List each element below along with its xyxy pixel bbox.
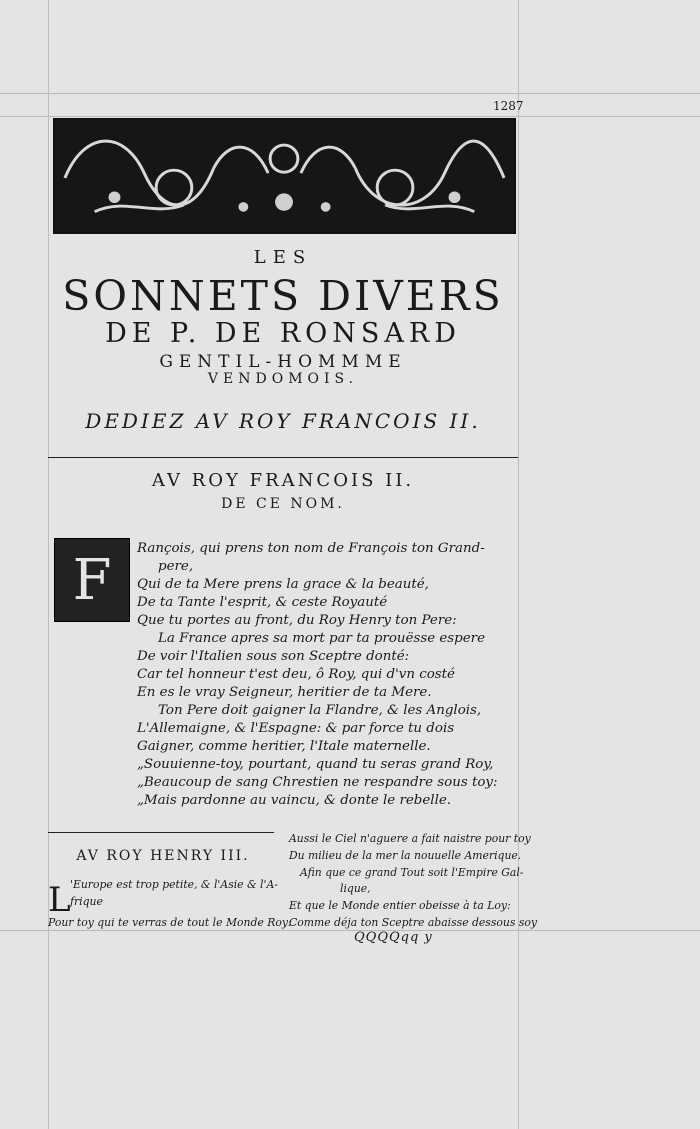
verse-line: Comme déja ton Sceptre abaisse dessous soy (289, 916, 537, 929)
poem2-heading: AV ROY HENRY III. (76, 848, 250, 864)
guide-line (0, 116, 700, 117)
poem1-subheading: DE CE NOM. (221, 496, 345, 512)
verse-line: La France apres sa mort par ta prouësse espere (158, 631, 485, 646)
verse-line: 'Europe est trop petite, & l'Asie & l'A- (70, 878, 278, 891)
verse-line: L'Allemaigne, & l'Espagne: & par force tu dois (137, 721, 455, 736)
verse-line: Et que le Monde entier obeisse à ta Loy: (289, 899, 511, 912)
verse-line: „Beaucoup de sang Chrestien ne respandre sous toy: (137, 775, 498, 790)
verse-line: „Souuienne-toy, pourtant, quand tu seras grand Roy, (137, 757, 494, 772)
verse-line: Du milieu de la mer la nouuelle Amerique. (289, 849, 522, 862)
verse-line: Car tel honneur t'est deu, ô Roy, qui d'vn costé (137, 667, 455, 682)
page-number: 1287 (493, 99, 524, 113)
title-vendomois: VENDOMOIS. (207, 371, 359, 387)
verse-line: Pour toy qui te verras de tout le Monde Roy: (48, 916, 292, 929)
verse-line: En es le vray Seigneur, heritier de ta Mere. (137, 685, 432, 700)
dedication-heading: DEDIEZ AV ROY FRANCOIS II. (85, 409, 481, 433)
section-divider (48, 832, 274, 833)
verse-line: De voir l'Italien sous son Sceptre donté: (137, 649, 410, 664)
verse-line: Aussi le Ciel n'aguere a fait naistre pour toy (289, 832, 531, 845)
signature-mark: QQQQqq y (354, 930, 433, 945)
title-les: LES (253, 247, 313, 268)
title-author: DE P. DE RONSARD (105, 318, 461, 349)
guide-line (518, 0, 519, 1129)
verse-line: frique (70, 895, 103, 908)
title-gentilhomme: GENTIL-HOMMME (159, 352, 407, 372)
guide-line (48, 0, 49, 1129)
verse-line: pere, (158, 559, 194, 574)
verse-line: Que tu portes au front, du Roy Henry ton Pere: (137, 613, 457, 628)
verse-line: Ton Pere doit gaigner la Flandre, & les Anglois, (158, 703, 482, 718)
verse-line: Qui de ta Mere prens la grace & la beauté, (137, 577, 429, 592)
title-sonnets-divers: SONNETS DIVERS (62, 272, 504, 320)
verse-line: Rançois, qui prens ton nom de François ton Grand- (137, 541, 485, 556)
section-divider (48, 457, 518, 458)
verse-line: De ta Tante l'esprit, & ceste Royauté (137, 595, 388, 610)
initial-letter: F (72, 548, 112, 613)
guide-line (0, 93, 700, 94)
woodcut-header-ornament (53, 118, 516, 234)
verse-line: lique, (340, 882, 371, 895)
ornamental-initial (54, 538, 130, 622)
poem1-heading: AV ROY FRANCOIS II. (151, 470, 415, 491)
verse-line: Afin que ce grand Tout soit l'Empire Gal- (300, 866, 524, 879)
verse-line: „Mais pardonne au vaincu, & donte le rebelle. (137, 793, 452, 808)
verse-line: Gaigner, comme heritier, l'Itale maternelle. (137, 739, 431, 754)
initial-letter: L (48, 880, 71, 920)
